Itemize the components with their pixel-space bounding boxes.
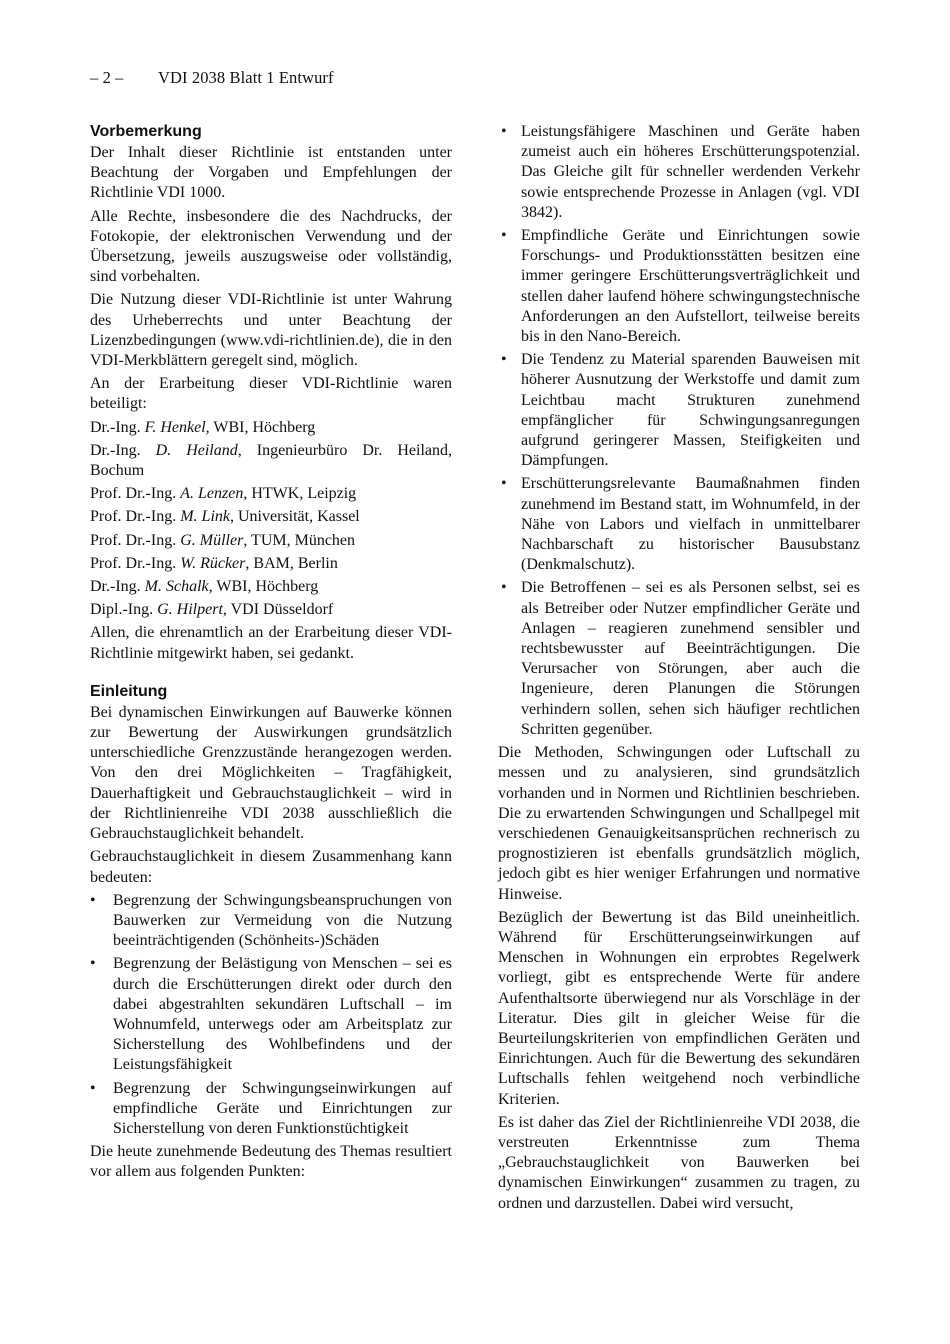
page-number: – 2 – [90,68,124,87]
paragraph: Bezüglich der Bewertung ist das Bild uneinheitlich. Während für Erschütterungseinwirkungen auf Menschen in Wohnungen ein erprobtes Regelwerk vorliegt, gibt es entsprechende Werte für andere Aufenthaltsorte überwiegend nur als Vorschläge in der Literatur. Dies gilt in gleicher Weise für die Beurteilungskriterien von empfindlichen Geräten und Einrichtungen. Auch für die Bewertung des sekundären Luftschalls fehlen weitgehend noch verbindliche Kriterien. [498,908,860,1108]
paragraph: Die Nutzung dieser VDI-Richtlinie ist unter Wahrung des Urheberrechts und unter Beachtung der Lizenzbedingungen (www.vdi-richtlinien.de), die in den VDI-Merkblättern geregelt sind, möglich. [90,291,452,370]
list-item: • Leistungsfähigere Maschinen und Geräte haben zumeist auch ein höheres Erschütterungspotenzial. Das Gleiche gilt für schneller werdenden Verkehr sowie entsprechende Prozesse in Anlagen (vgl. VDI 3842). [498,122,860,223]
right-column [498,122,860,1217]
paragraph: Allen, die ehrenamtlich an der Erarbeitung dieser VDI-Richtlinie mitgewirkt haben, sei gedankt. [90,624,452,662]
paragraph: Der Inhalt dieser Richtlinie ist entstanden unter Beachtung der Vorgaben und Empfehlungen der Richtlinie VDI 1000. [90,144,452,202]
list-item: • Die Betroffenen – sei es als Personen selbst, sei es als Betreiber oder Nutzer empfindlicher Geräte und Anlagen – reagieren zunehmend sensibler und rechtsbewusster auf Beeinträchtigungen. Die Verursacher von Störungen, aber auch die Ingenieure, deren Planungen die Störungen verhindern sollen, sehen sich häufiger rechtlichen Schritten gegenüber. [498,578,860,740]
heading-vorbemerkung: Vorbemerkung [90,123,202,140]
list-item: • Begrenzung der Schwingungseinwirkungen auf empfindliche Geräte und Einrichtungen zur Sicherstellung von deren Funktionstüchtigkeit [90,1079,452,1140]
paragraph: Gebrauchstauglichkeit in diesem Zusammenhang kann bedeuten: [90,848,452,886]
contributor: Prof. Dr.-Ing. G. Müller, TUM, München [90,531,356,549]
contributor: Dr.-Ing. D. Heiland, Ingenieurbüro Dr. Heiland, Bochum [90,441,453,480]
heading-einleitung: Einleitung [90,682,168,700]
contributor: Prof. Dr.-Ing. M. Link, Universität, Kassel [90,508,360,526]
contributor: Prof. Dr.-Ing. A. Lenzen, HTWK, Leipzig [90,485,357,503]
contributor: Dipl.-Ing. G. Hilpert, VDI Düsseldorf [90,601,334,619]
list-item: • Empfindliche Geräte und Einrichtungen sowie Forschungs- und Produktionsstätten besitzen eine immer geringere Erschütterungsverträglichkeit und stellen daher laufend höhere schwingungstechnische Anforderungen an den Aufstellort, teilweise bereits bis in den Nano-Bereich. [498,226,860,347]
paragraph: Alle Rechte, insbesondere die des Nachdrucks, der Fotokopie, der elektronischen Verwendung und der Übersetzung, jeweils auszugsweise oder vollständig, sind vorbehalten. [90,207,452,286]
bullet-list [498,122,860,740]
bullet-list [90,891,452,1139]
list-item: • Begrenzung der Belästigung von Menschen – sei es durch die Erschütterungen direkt oder durch den dabei abgestrahlten sekundären Luftschall – im Wohnumfeld, unterwegs oder am Arbeitsplatz zur Sicherstellung des Wohlbefindens und der Leistungsfähigkeit [90,954,452,1075]
list-item: • Begrenzung der Schwingungsbeanspruchungen von Bauwerken zur Vermeidung von die Nutzung beeinträchtigenden (Schönheits-)Schäden [90,891,452,952]
list-item: • Erschütterungsrelevante Baumaßnahmen finden zunehmend im Bestand statt, im Wohnumfeld, in der Nähe von Labors und vielfach in unmittelbarer Nachbarschaft zu historischer Bausubstanz (Denkmalschutz). [498,474,860,575]
document-title: VDI 2038 Blatt 1 Entwurf [158,68,334,87]
paragraph: An der Erarbeitung dieser VDI-Richtlinie waren beteiligt: [90,375,452,413]
contributors-list [90,418,452,621]
list-item: • Die Tendenz zu Material sparenden Bauweisen mit höherer Ausnutzung der Werkstoffe und damit zum Leichtbau macht Strukturen zunehmend empfänglicher für Schwingungsanregungen aufgrund geringerer Massen, Steifigkeiten und Dämpfungen. [498,350,860,471]
paragraph: Die Methoden, Schwingungen oder Luftschall zu messen und zu analysieren, sind grundsätzlich vorhanden und in Normen und Richtlinien beschrieben. Die zu erwartenden Schwingungen und Schallpegel mit verschiedenen Genauigkeitsansprüchen rechnerisch zu prognostizieren ist ebenfalls grundsätzlich möglich, jedoch gibt es hier weniger Erfahrungen und normative Hinweise. [498,744,860,903]
contributor: Dr.-Ing. F. Henkel, WBI, Höchberg [90,418,316,436]
paragraph: Es ist daher das Ziel der Richtlinienreihe VDI 2038, die verstreuten Erkenntnisse zum Thema „Gebrauchstauglichkeit von Bauwerken bei dynamischen Einwirkungen“ zusammen zu tragen, zu ordnen und darzustellen. Dabei wird versucht, [498,1113,860,1212]
paragraph: Die heute zunehmende Bedeutung des Themas resultiert vor allem aus folgenden Punkten: [90,1143,452,1181]
contributor: Prof. Dr.-Ing. W. Rücker, BAM, Berlin [90,554,338,572]
page-header [90,68,334,88]
left-column [90,122,452,1186]
contributor: Dr.-Ing. M. Schalk, WBI, Höchberg [90,578,319,596]
paragraph: Bei dynamischen Einwirkungen auf Bauwerke können zur Bewertung der Auswirkungen grundsätzlich unterschiedliche Grenzzustände herangezogen werden. Von den drei Möglichkeiten – Tragfähigkeit, Dauerhaftigkeit und Gebrauchstauglichkeit – wird in der Richtlinienreihe VDI 2038 ausschließlich die Gebrauchstauglichkeit behandelt. [90,703,452,843]
